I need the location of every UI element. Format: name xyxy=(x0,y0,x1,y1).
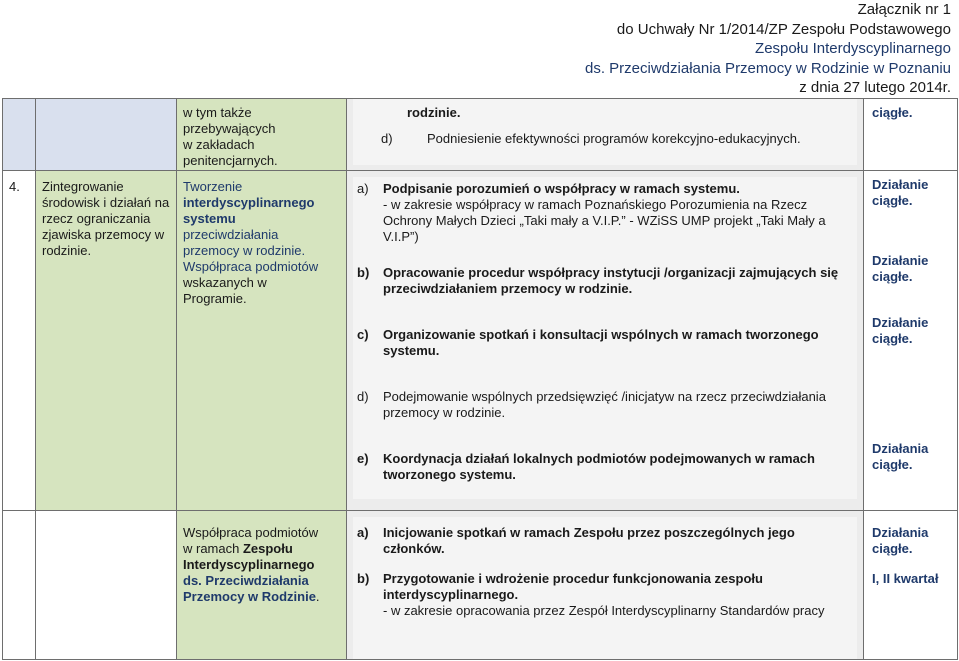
action-item xyxy=(353,389,857,421)
task-line xyxy=(183,589,342,605)
action-item xyxy=(353,525,857,557)
cell-goal xyxy=(36,171,177,511)
cell-goal xyxy=(36,99,177,171)
action-label: d) xyxy=(381,131,393,146)
action-title: Opracowanie procedur współpracy instytucji /organizacji zajmujących się xyxy=(383,265,839,280)
status-text: Działanie xyxy=(872,253,929,268)
cell-number xyxy=(3,511,36,660)
action-title: Inicjowanie spotkań w ramach Zespołu przez poszczególnych jego xyxy=(383,525,795,540)
cell-task xyxy=(177,99,347,171)
action-label: e) xyxy=(357,451,369,466)
task-line: przebywających xyxy=(183,121,276,136)
task-line: w zakładach xyxy=(183,137,255,152)
program-table xyxy=(2,98,958,660)
task-fragment: Przemocy w Rodzinie xyxy=(183,589,316,604)
task-line: wskazanych w xyxy=(183,275,267,290)
action-detail: - w zakresie współpracy w ramach Poznańskiego Porozumienia na Rzecz xyxy=(383,197,808,212)
header-line-3: Zespołu Interdyscyplinarnego xyxy=(755,40,951,57)
action-item xyxy=(353,327,857,359)
action-title: interdyscyplinarnego. xyxy=(383,587,519,602)
status-text: ciągłe. xyxy=(872,331,913,346)
action-label: b) xyxy=(357,265,370,280)
action-item xyxy=(353,571,857,619)
task-line: w tym także xyxy=(183,105,252,120)
goal-line: zjawiska przemocy w xyxy=(42,227,165,242)
action-item xyxy=(353,265,857,297)
task-fragment: . xyxy=(315,589,320,604)
table-row-top xyxy=(3,99,958,171)
status-text: Działanie xyxy=(872,315,929,330)
cell-status xyxy=(864,99,958,171)
action-title: Podejmowanie wspólnych przedsięwzięć /inicjatyw na rzecz przeciwdziałania xyxy=(383,389,826,404)
document-header xyxy=(585,0,951,98)
status-text: ciągłe. xyxy=(872,541,913,556)
task-line: przeciwdziałania xyxy=(183,227,279,242)
task-line: Współpraca podmiotów xyxy=(183,259,319,274)
action-title: Koordynacja działań lokalnych podmiotów podejmowanych w ramach xyxy=(383,451,815,466)
action-detail: Ochrony Małych Dzieci „Taki mały a V.I.P.” - WZiSS UMP projekt „Taki Mały a xyxy=(383,213,826,228)
action-title: członków. xyxy=(383,541,445,556)
task-line: przemocy w rodzinie. xyxy=(183,243,306,258)
action-detail: V.I.P”) xyxy=(383,229,419,244)
status-text: Działania xyxy=(872,525,929,540)
action-title: tworzonego systemu. xyxy=(383,467,516,482)
action-label: c) xyxy=(357,327,369,342)
task-fragment: Zespołu xyxy=(242,541,293,556)
action-title: Przygotowanie i wdrożenie procedur funkcjonowania zespołu xyxy=(383,571,763,586)
goal-line: środowisk i działań na xyxy=(42,195,170,210)
header-line-5: z dnia 27 lutego 2014r. xyxy=(799,79,951,96)
status-text: Działanie xyxy=(872,177,929,192)
status-text: ciągłe. xyxy=(872,269,913,284)
action-label: a) xyxy=(357,181,369,196)
status-text: Działania xyxy=(872,441,929,456)
cell-task xyxy=(177,511,347,660)
header-line-1: Załącznik nr 1 xyxy=(857,1,951,18)
action-text: Podniesienie efektywności programów korekcyjno-edukacyjnych. xyxy=(427,131,801,146)
cell-task xyxy=(177,171,347,511)
task-line: Interdyscyplinarnego xyxy=(183,557,315,572)
cell-number xyxy=(3,99,36,171)
status-text: I, II kwartał xyxy=(872,571,939,586)
action-detail: - w zakresie opracowania przez Zespół Interdyscyplinarny Standardów pracy xyxy=(383,603,825,618)
cell-actions xyxy=(347,99,864,171)
action-label: b) xyxy=(357,571,370,586)
cell-status xyxy=(864,511,958,660)
row-number: 4. xyxy=(9,179,20,194)
action-title: systemu. xyxy=(383,343,440,358)
action-label: d) xyxy=(357,389,369,404)
status-text: ciągłe. xyxy=(872,105,913,120)
action-text: rodzinie. xyxy=(407,105,461,120)
header-line-4: ds. Przeciwdziałania Przemocy w Rodzinie w Poznaniu xyxy=(585,59,951,77)
task-line: penitencjarnych. xyxy=(183,153,278,168)
task-line: Współpraca podmiotów xyxy=(183,525,319,540)
action-title: przemocy w rodzinie. xyxy=(383,405,506,420)
cell-actions xyxy=(347,171,864,511)
cell-goal xyxy=(36,511,177,660)
task-line xyxy=(183,541,342,557)
table-row-5 xyxy=(3,511,958,660)
action-title: Podpisanie porozumień o współpracy w ramach systemu. xyxy=(383,181,740,196)
cell-number xyxy=(3,171,36,511)
cell-status xyxy=(864,171,958,511)
task-line: ds. Przeciwdziałania xyxy=(183,573,309,588)
status-text: ciągłe. xyxy=(872,457,913,472)
action-title: przeciwdziałaniem przemocy w rodzinie. xyxy=(383,281,633,296)
table-row-4 xyxy=(3,171,958,511)
goal-line: rodzinie. xyxy=(42,243,92,258)
task-line: Tworzenie xyxy=(183,179,243,194)
header-line-2: do Uchwały Nr 1/2014/ZP Zespołu Podstawowego xyxy=(616,20,951,38)
action-title: Organizowanie spotkań i konsultacji wspólnych w ramach tworzonego xyxy=(383,327,819,342)
cell-actions xyxy=(347,511,864,660)
action-item xyxy=(353,181,857,245)
goal-line: rzecz ograniczania xyxy=(42,211,151,226)
status-text: ciągłe. xyxy=(872,193,913,208)
task-line: Programie. xyxy=(183,291,247,306)
action-item xyxy=(353,451,857,483)
task-line: systemu xyxy=(183,211,236,226)
task-fragment: w ramach xyxy=(183,541,243,556)
action-label: a) xyxy=(357,525,369,540)
goal-line: Zintegrowanie xyxy=(42,179,124,194)
task-line: interdyscyplinarnego xyxy=(183,195,315,210)
